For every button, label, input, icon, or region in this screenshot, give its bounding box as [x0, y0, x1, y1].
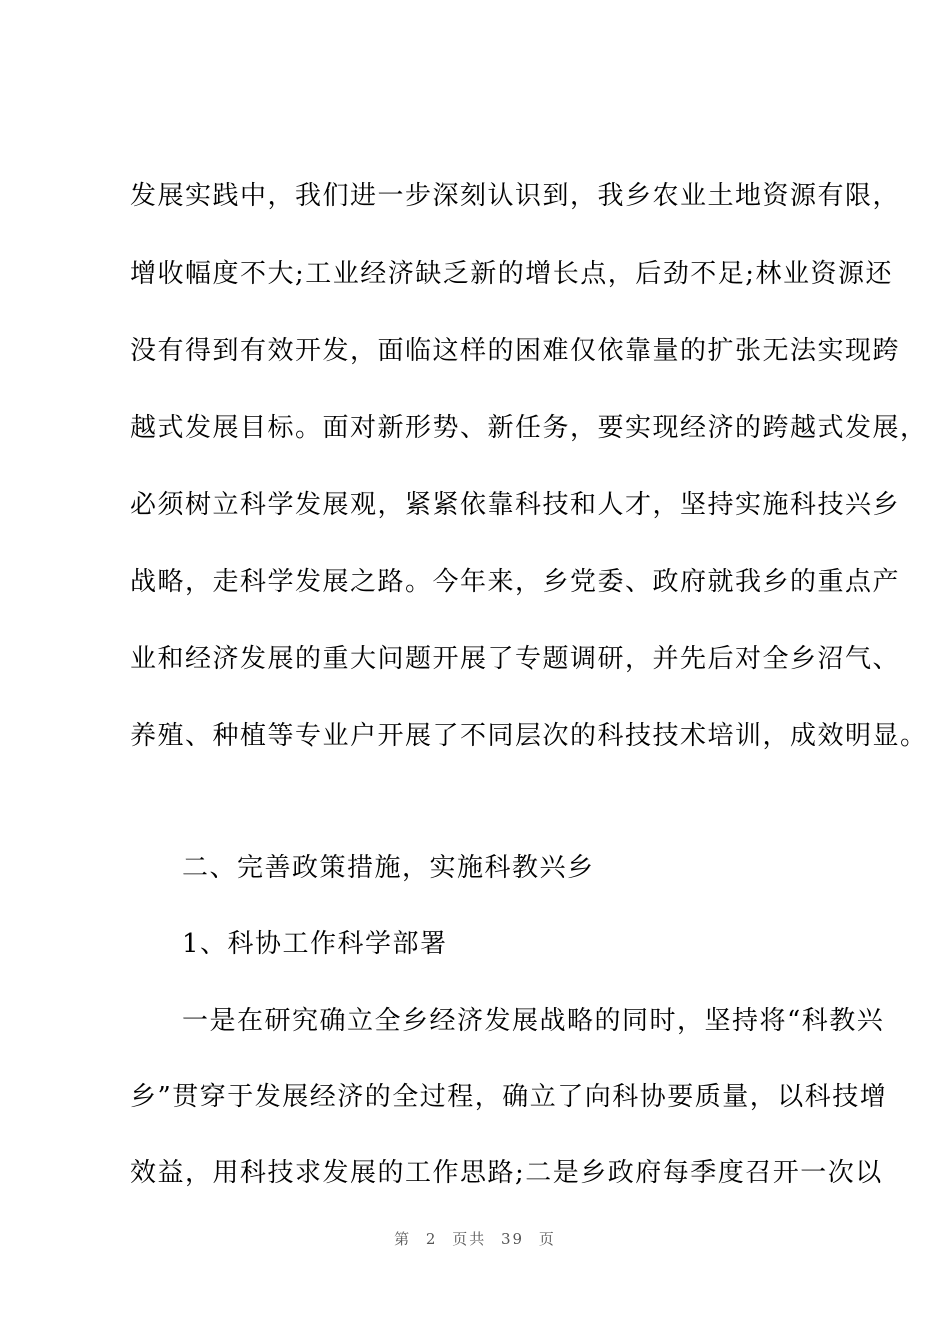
paragraph-line: 养殖、种植等专业户开展了不同层次的科技技术培训，成效明显。	[130, 721, 928, 751]
paragraph-line: 必须树立科学发展观，紧紧依靠科技和人才，坚持实施科技兴乡	[130, 490, 901, 520]
paragraph-line: 没有得到有效开发，面临这样的困难仅依靠量的扩张无法实现跨	[130, 336, 901, 366]
paragraph-line: 增收幅度不大;工业经济缺乏新的增长点，后劲不足;林业资源还	[130, 259, 894, 289]
paragraph-line: 一是在研究确立全乡经济发展战略的同时，坚持将“科教兴	[182, 1006, 885, 1036]
section-heading: 二、完善政策措施，实施科教兴乡	[182, 853, 595, 883]
paragraph-line: 战略，走科学发展之路。今年来，乡党委、政府就我乡的重点产	[130, 567, 901, 597]
paragraph-line: 业和经济发展的重大问题开展了专题调研，并先后对全乡沼气、	[130, 644, 901, 674]
page-number-footer: 第 2 页共 39 页	[394, 1230, 556, 1248]
paragraph-line: 发展实践中，我们进一步深刻认识到，我乡农业土地资源有限，	[130, 181, 901, 211]
paragraph-line: 效益，用科技求发展的工作思路;二是乡政府每季度召开一次以	[130, 1158, 883, 1188]
paragraph-line: 越式发展目标。面对新形势、新任务，要实现经济的跨越式发展，	[130, 413, 928, 443]
paragraph-line: 乡”贯穿于发展经济的全过程，确立了向科协要质量，以科技增	[130, 1082, 888, 1112]
subsection-heading: 1、科协工作科学部署	[182, 929, 448, 959]
